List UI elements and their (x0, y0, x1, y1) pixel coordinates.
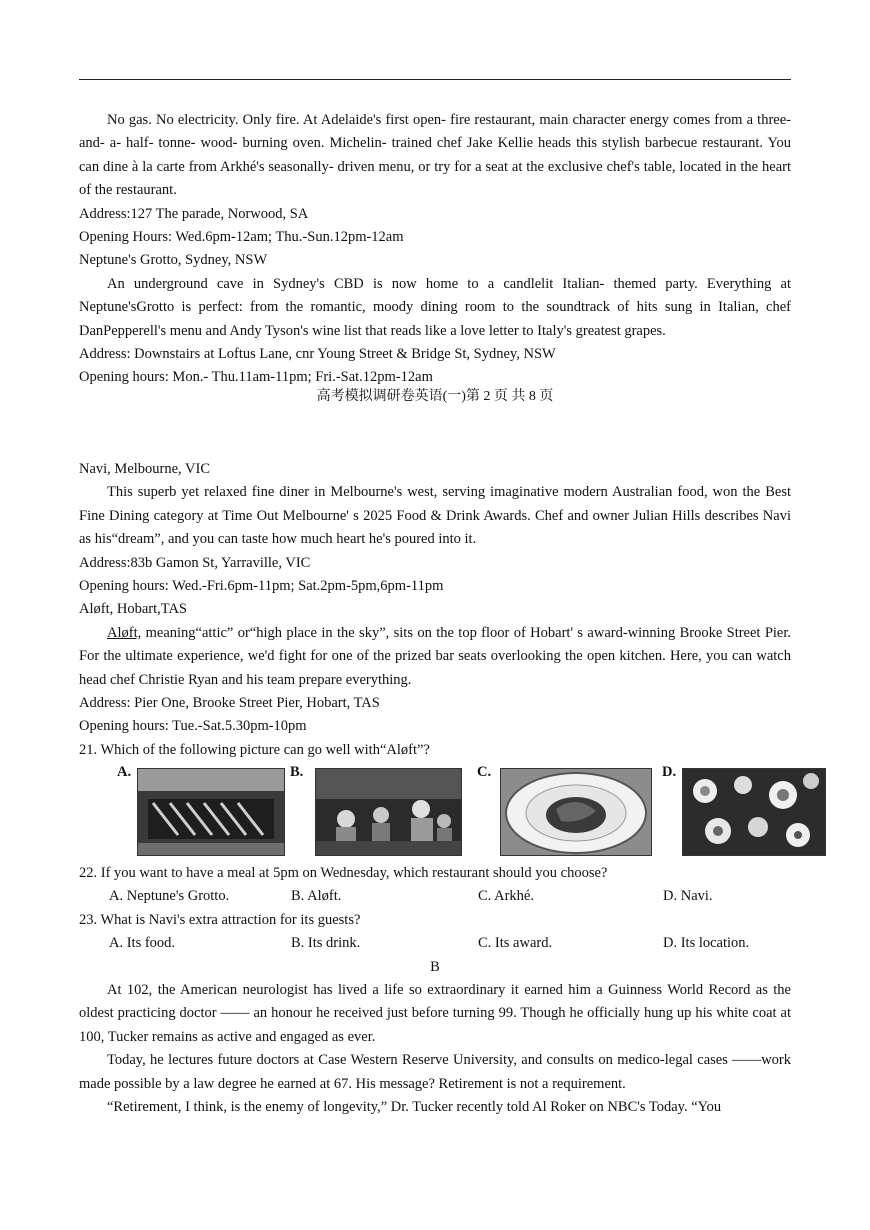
page1-content (79, 109, 791, 390)
neptune-hours: Opening hours: Mon.- Thu.11am-11pm; Fri.-Sat.12pm-12am (79, 369, 433, 386)
question-23-options (79, 932, 791, 955)
questions-and-passage-b (79, 862, 791, 1119)
picture-c-plated-dish[interactable] (500, 768, 652, 856)
navi-heading: Navi, Melbourne, VIC (79, 461, 211, 477)
pic-label-b: B. (290, 764, 304, 780)
passage-b-paragraph-3: “Retirement, I think, is the enemy of longevity,” Dr. Tucker recently told Al Roker on NBC's Today. “You (107, 1099, 722, 1116)
aloft-paragraph (79, 622, 791, 692)
picture-d-table-dishes[interactable] (682, 768, 826, 856)
pic-label-d: D. (662, 764, 677, 780)
neptune-heading: Neptune's Grotto, Sydney, NSW (79, 252, 268, 269)
question-23: 23. What is Navi's extra attraction for its guests? (79, 911, 361, 928)
page-footer: 高考模拟调研卷英语(一)第 2 页 共 8 页 (316, 389, 554, 404)
arkhe-paragraph: No gas. No electricity. Only fire. At Adelaide's first open- fire restaurant, main character energy comes from a three- and- a- half- tonne- wood- burning oven. Michelin- trained chef Jake Kellie heads this stylish barbecue restaurant. You can dine à la carte from Arkhé's seasonally- driven menu, or try for a seat at the exclusive chef's table, located in the heart of the restaurant. (79, 112, 791, 199)
neptune-paragraph: An underground cave in Sydney's CBD is now home to a candlelit Italian- themed party. Everything at Neptune'sGrotto is perfect: from the romantic, moody dining room to the soundtrack of hits sung in Italian, chef DanPepperell's menu and Andy Tyson's wine list that reads like a love letter to Italy's greatest grapes. (79, 275, 791, 339)
question-22-options (79, 885, 791, 908)
arkhe-address: Address:127 The parade, Norwood, SA (79, 205, 309, 222)
arkhe-hours: Opening Hours: Wed.6pm-12am; Thu.-Sun.12pm-12am (79, 229, 404, 246)
navi-address: Address:83b Gamon St, Yarraville, VIC (79, 554, 311, 571)
section-b-heading: B (430, 958, 440, 975)
q22-option-b[interactable]: B. Aløft. (291, 888, 342, 905)
q23-option-c[interactable]: C. Its award. (478, 935, 553, 952)
question-22: 22. If you want to have a meal at 5pm on Wednesday, which restaurant should you choose? (79, 865, 608, 881)
aloft-address: Address: Pier One, Brooke Street Pier, Hobart, TAS (79, 695, 380, 712)
navi-paragraph: This superb yet relaxed fine diner in Melbourne's west, serving imaginative modern Australian food, won the Best Fine Dining category at Time Out Melbourne' s 2025 Food & Drink Awards. Chef and owner Julian Hills describes Navi as his“dream”, and you can taste how much heart he's poured into it. (79, 484, 791, 548)
q22-option-a[interactable]: A. Neptune's Grotto. (109, 888, 230, 905)
aloft-paragraph-text: meaning“attic” or“high place in the sky”, sits on the top floor of Hobart' s award-winning Brooke Street Pier. For the ultimate experience, we'd fight for one of the prized bar seats overlooking the open kitchen. Here, you can watch head chef Christie Ryan and his team prepare everything. (79, 624, 791, 688)
q23-option-d[interactable]: D. Its location. (663, 935, 750, 952)
passage-b-paragraph-1: At 102, the American neurologist has lived a life so extraordinary it earned him a Guinness World Record as the oldest practicing doctor —— an honour he received just before turning 99. Though he officially hung up his white coat at 100, Tucker remains as active and engaged as ever. (79, 982, 791, 1045)
picture-a-grill[interactable] (137, 768, 285, 856)
q21-pictures (0, 762, 870, 857)
q23-option-a[interactable]: A. Its food. (109, 935, 176, 952)
aloft-underlined-word: Aløft, (107, 624, 142, 641)
q22-option-d[interactable]: D. Navi. (663, 888, 713, 905)
neptune-address: Address: Downstairs at Loftus Lane, cnr Young Street & Bridge St, Sydney, NSW (79, 346, 556, 363)
navi-hours: Opening hours: Wed.-Fri.6pm-11pm; Sat.2pm-5pm,6pm-11pm (79, 578, 444, 595)
header-rule (79, 79, 791, 80)
aloft-hours: Opening hours: Tue.-Sat.5.30pm-10pm (79, 718, 307, 735)
question-21: 21. Which of the following picture can go well with“Aløft”? (79, 741, 430, 758)
pic-label-c: C. (477, 764, 492, 780)
passage-b-paragraph-2: Today, he lectures future doctors at Case Western Reserve University, and consults on medico-legal cases ——work made possible by a law degree he earned at 67. His message? Retirement is not a requirement. (79, 1052, 791, 1092)
page2-content (79, 458, 791, 762)
picture-b-diners[interactable] (315, 768, 462, 856)
aloft-heading: Aløft, Hobart,TAS (79, 601, 187, 618)
q23-option-b[interactable]: B. Its drink. (291, 935, 361, 952)
pic-label-a: A. (117, 764, 132, 780)
q22-option-c[interactable]: C. Arkhé. (478, 888, 534, 905)
